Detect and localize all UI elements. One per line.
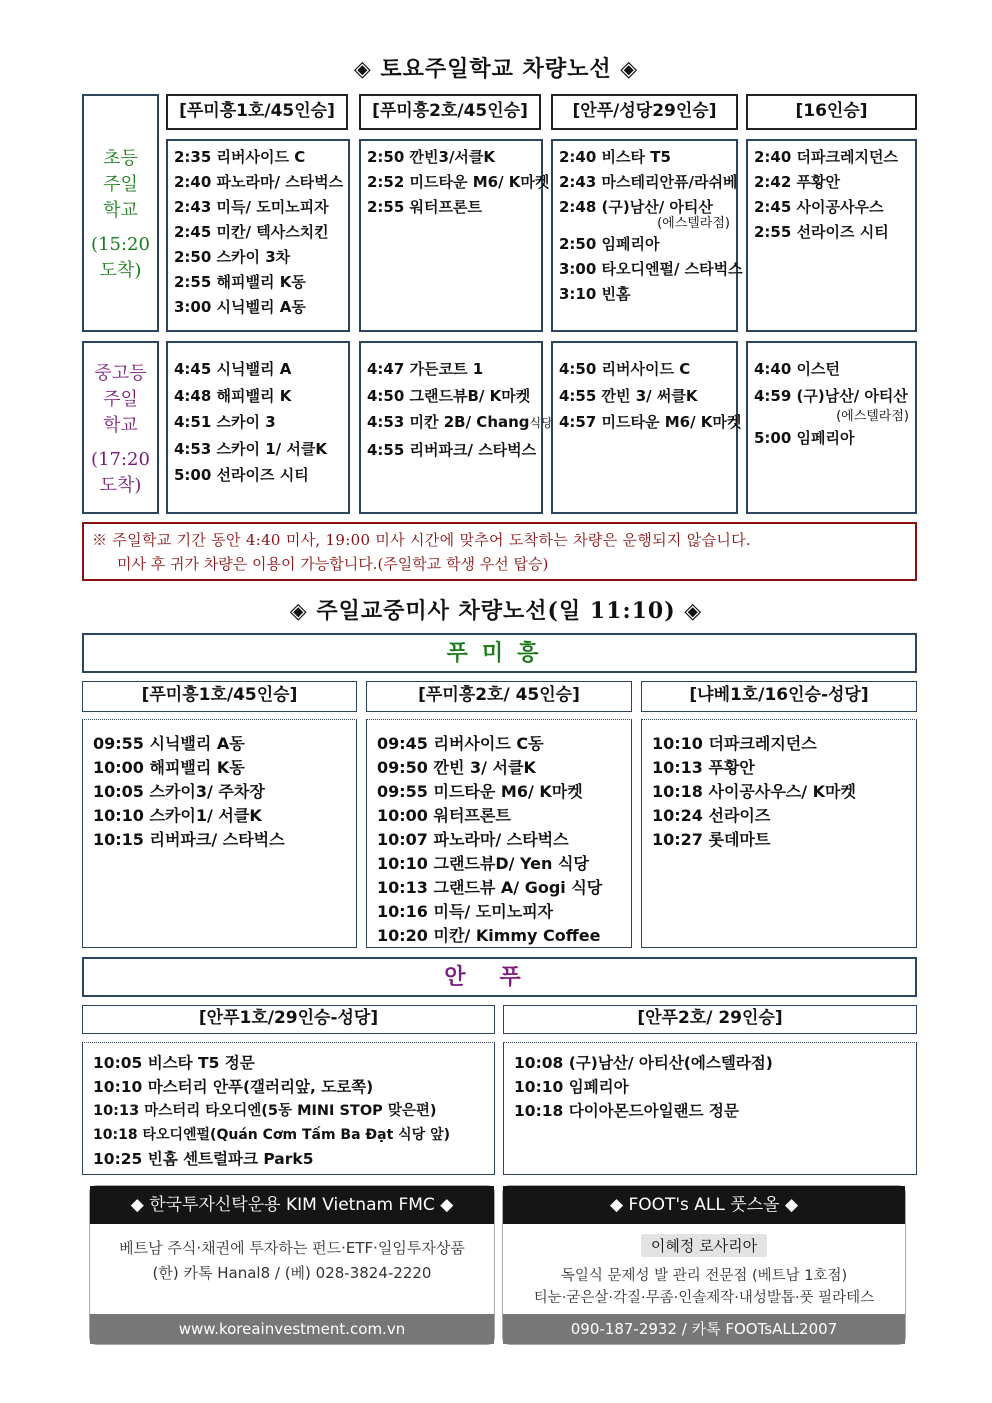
anphu2-header: [안푸2호/ 29인승] <box>503 1005 917 1034</box>
elementary-label: 초등 주일 학교 (15:20 도착) <box>82 94 159 332</box>
ad-footsall-contact: 090-187-2932 / 카톡 FOOTsALL2007 <box>503 1314 905 1344</box>
ad-kim-title: ◆ 한국투자신탁운용 KIM Vietnam FMC ◆ <box>90 1186 494 1224</box>
ad-footsall-line1: 독일식 문제성 발 관리 전문점 (베트남 1호점) <box>560 1268 848 1284</box>
elementary-pmh1: 2:35 리버사이드 C 2:40 파노라마/ 스타벅스 2:43 미득/ 도미노피자 2:45 미칸/ 텍사스치킨 2:50 스카이 3차 2:55 해피밸리 K동 3:00 시닉벨리 A동 <box>166 139 350 332</box>
ad-footsall-badge: 이혜정 로사리아 <box>641 1234 767 1257</box>
nhabe-header: [냐베1호/16인승-성당] <box>641 681 917 712</box>
anphu-section-title: 안푸 <box>82 957 917 997</box>
header-pmh2: [푸미흥2호/45인승] <box>359 94 541 130</box>
secondary-pmh1: 4:45 시닉밸리 A 4:48 해피밸리 K 4:51 스카이 3 4:53 스카이 1/ 서클K 5:00 선라이즈 시티 <box>166 341 350 514</box>
nhabe-list: 10:10 더파크레지던스 10:13 푸황안 10:18 사이공사우스/ K마켓 10:24 선라이즈 10:27 롯데마트 <box>641 719 917 948</box>
ad-kim-line1: 베트남 주식·채권에 투자하는 펀드·ETF·일임투자상품 <box>119 1239 465 1257</box>
anphu2-list: 10:08 (구)남산/ 아티산(에스텔라점) 10:10 임페리아 10:18 다이아몬드아일랜드 정문 <box>503 1042 917 1175</box>
ad-kim-vietnam <box>89 1185 495 1345</box>
header-anphu: [안푸/성당29인승] <box>551 94 738 130</box>
pmh-section-title: 푸미흥 <box>82 633 917 673</box>
pmh1-list: 09:55 시닉밸리 A동 10:00 해피밸리 K동 10:05 스카이3/ 주차장 10:10 스카이1/ 서클K 10:15 리버파크/ 스타벅스 <box>82 719 357 948</box>
anphu1-header: [안푸1호/29인승-성당] <box>82 1005 495 1034</box>
ad-kim-url[interactable]: www.koreainvestment.com.vn <box>90 1314 494 1344</box>
sunday-title: ◈ 주일교중미사 차량노선(일 11:10) ◈ <box>289 598 703 624</box>
pmh2-header: [푸미흥2호/ 45인승] <box>366 681 632 712</box>
pmh1-header: [푸미흥1호/45인승] <box>82 681 357 712</box>
ad-kim-line2: (한) 카톡 Hanal8 / (베) 028-3824-2220 <box>152 1264 432 1282</box>
saturday-title: ◈ 토요주일학교 차량노선 ◈ <box>353 56 639 82</box>
secondary-pmh2: 4:47 가든코트 1 4:50 그랜드뷰B/ K마켓 4:53 미칸 2B/ Chang식당 4:55 리버파크/ 스타벅스 <box>359 341 543 514</box>
pmh2-list: 09:45 리버사이드 C동 09:50 깐빈 3/ 서클K 09:55 미드타운 M6/ K마켓 10:00 워터프론트 10:07 파노라마/ 스타벅스 10:10 그랜드뷰D/ Yen 식당 10:13 그랜드뷰 A/ Gogi 식당 10:16 미득/ 도미노피자 10:20 미칸/ Kimmy Coffee <box>366 719 632 948</box>
header-pmh1: [푸미흥1호/45인승] <box>166 94 348 130</box>
secondary-anphu: 4:50 리버사이드 C 4:55 깐빈 3/ 써클K 4:57 미드타운 M6/ K마켓 <box>551 341 738 514</box>
ad-footsall-title: ◆ FOOT's ALL 풋스올 ◆ <box>503 1186 905 1224</box>
anphu1-list: 10:05 비스타 T5 정문 10:10 마스터리 안푸(갤러리앞, 도로쪽) 10:13 마스터리 타오디엔(5동 MINI STOP 맞은편) 10:18 타오디엔펄(Quán Cơm Tấm Ba Đạt 식당 앞) 10:25 빈홈 센트럴파크 Park5 <box>82 1042 495 1175</box>
secondary-label: 중고등 주일 학교 (17:20 도착) <box>82 341 159 514</box>
header-16seat: [16인승] <box>746 94 917 130</box>
elementary-anphu: 2:40 비스타 T5 2:43 마스테리안퓨/라쉬베 2:48 (구)남산/ 아티산 (에스텔라점) 2:50 임페리아 3:00 타오디엔펄/ 스타벅스 3:10 빈홈 <box>551 139 738 332</box>
elementary-16seat: 2:40 더파크레지던스 2:42 푸황안 2:45 사이공사우스 2:55 선라이즈 시티 <box>746 139 917 332</box>
secondary-16seat: 4:40 이스턴 4:59 (구)남산/ 아티산 (에스텔라점) 5:00 임페리아 <box>746 341 917 514</box>
ad-footsall-line2: 티눈·굳은살·각질·무좀·인솔제작·내성발톱·풋 필라테스 <box>533 1290 875 1306</box>
elementary-pmh2: 2:50 깐빈3/서클K 2:52 미드타운 M6/ K마켓 2:55 워터프론트 <box>359 139 543 332</box>
ad-footsall <box>502 1185 906 1345</box>
notice-box: ※ 주일학교 기간 동안 4:40 미사, 19:00 미사 시간에 맞추어 도착하는 차량은 운행되지 않습니다. 미사 후 귀가 차량은 이용이 가능합니다.(주일학교 학생 우선 탑승) <box>82 522 917 581</box>
